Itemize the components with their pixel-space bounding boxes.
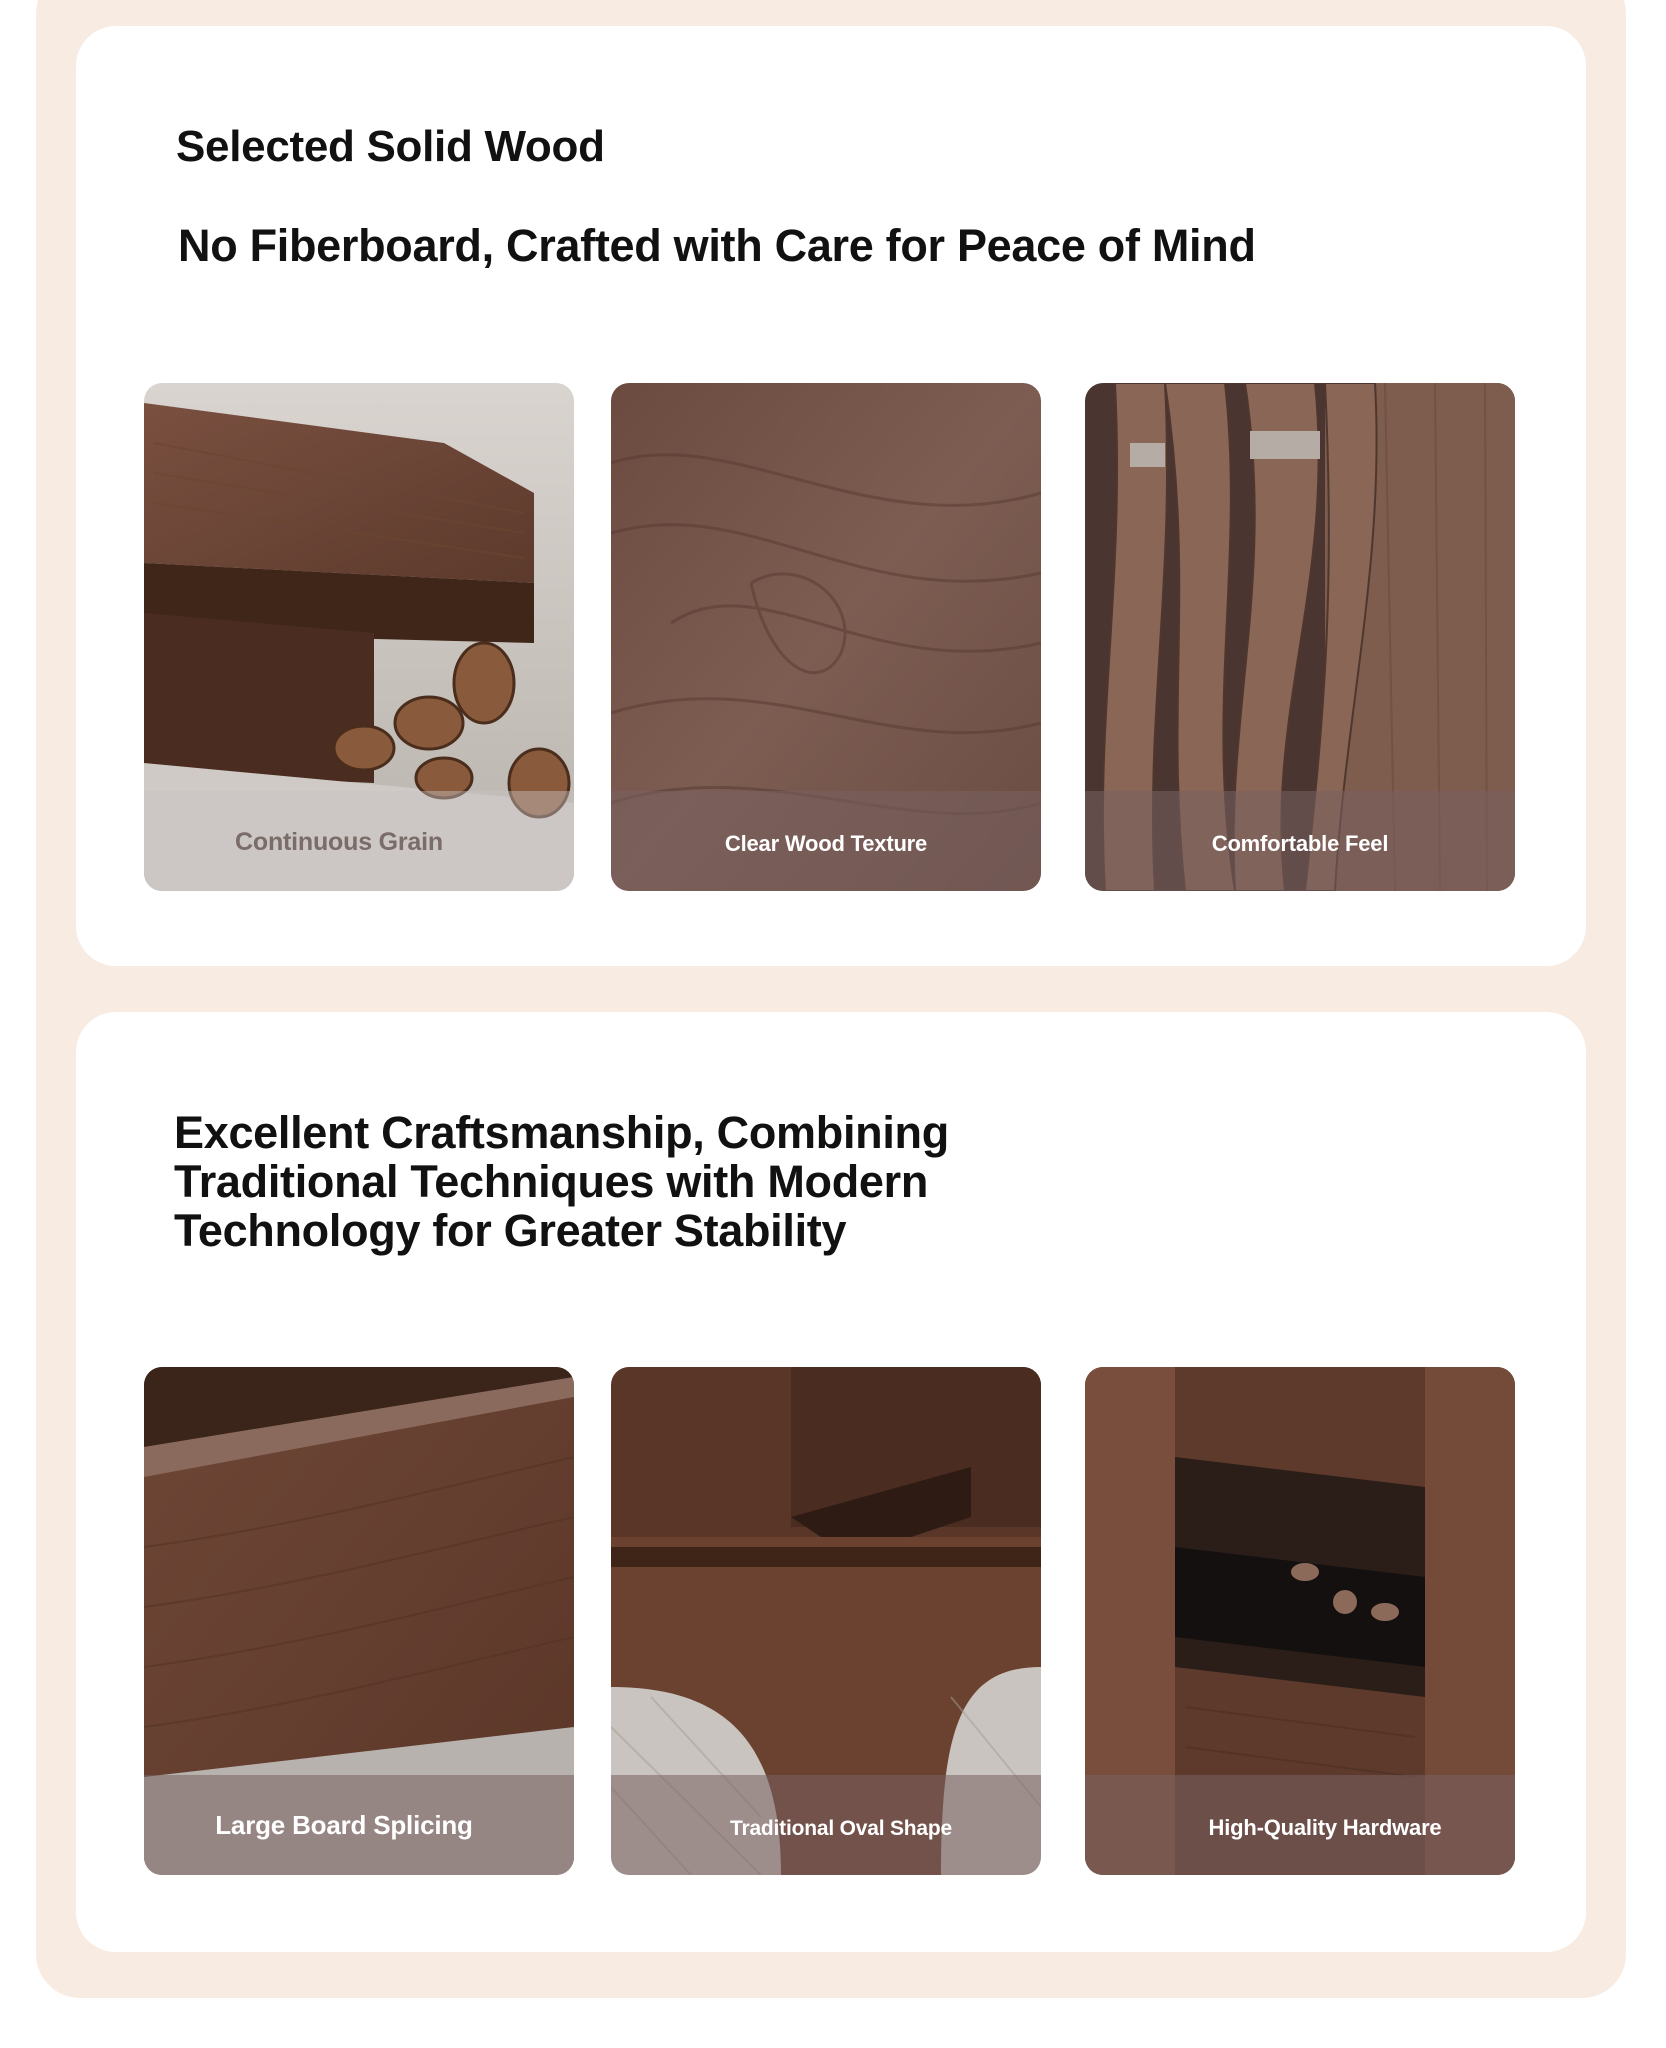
tile-caption: Comfortable Feel xyxy=(1211,831,1389,856)
feature-tile-traditional-oval-shape xyxy=(611,1367,1041,1875)
title-line: Excellent Craftsmanship, Combining xyxy=(174,1107,949,1158)
section-title-craftsmanship xyxy=(174,1108,1074,1255)
feature-tile-high-quality-hardware xyxy=(1085,1367,1515,1875)
tile-caption: Continuous Grain xyxy=(235,828,443,856)
feature-tile-continuous-grain xyxy=(144,383,574,891)
tile-caption: Clear Wood Texture xyxy=(724,831,928,856)
section-subtitle-no-fiberboard: No Fiberboard, Crafted with Care for Peace of Mind xyxy=(178,220,1256,271)
feature-tile-large-board-splicing xyxy=(144,1367,574,1875)
title-line: Traditional Techniques with Modern xyxy=(174,1156,929,1207)
tile-caption: High-Quality Hardware xyxy=(1208,1815,1442,1840)
feature-tile-clear-wood-texture xyxy=(611,383,1041,891)
section-title-solid-wood: Selected Solid Wood xyxy=(176,122,605,171)
feature-tile-comfortable-feel xyxy=(1085,383,1515,891)
tile-caption: Traditional Oval Shape xyxy=(730,1817,952,1840)
tile-caption: Large Board Splicing xyxy=(215,1810,473,1840)
title-line: Technology for Greater Stability xyxy=(174,1205,847,1256)
